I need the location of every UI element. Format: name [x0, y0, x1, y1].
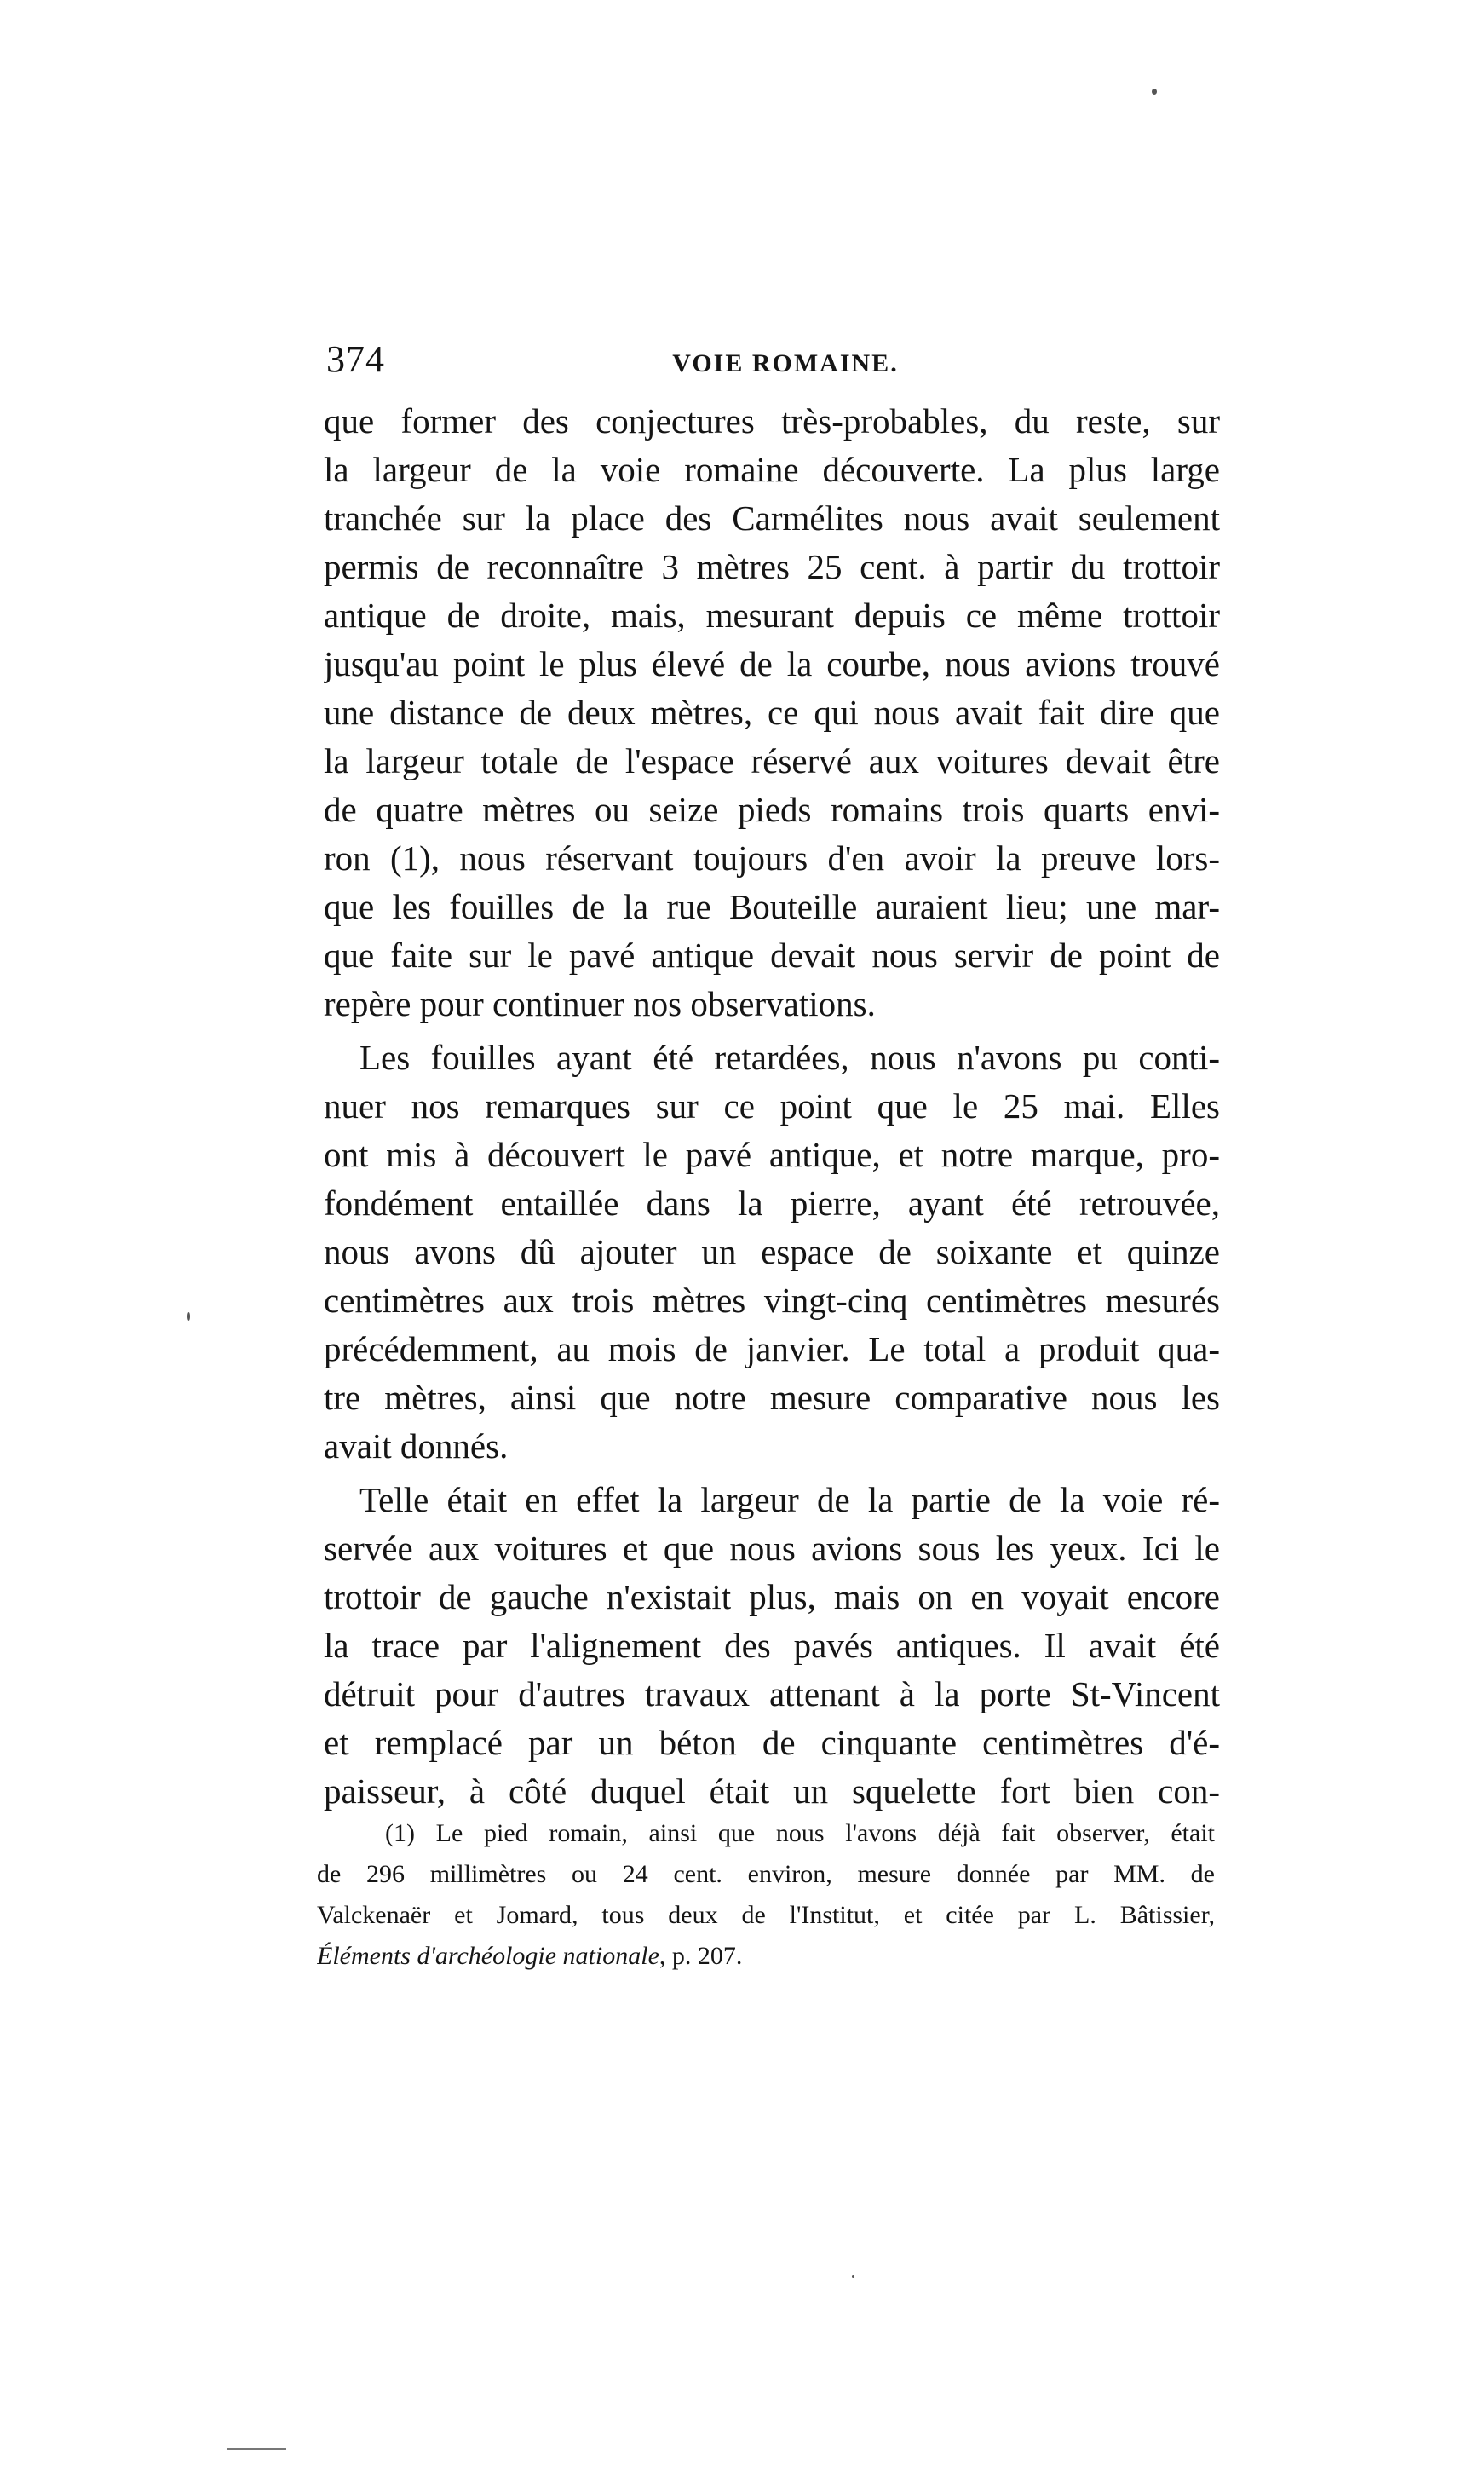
text-line: servée aux voitures et que nous avions sous les yeux. Ici le	[324, 1529, 1220, 1568]
text-line: nuer nos remarques sur ce point que le 25 mai. Elles	[324, 1086, 1220, 1126]
text-line: que former des conjectures très-probables, du reste, sur	[324, 401, 1220, 441]
text-line: une distance de deux mètres, ce qui nous avait fait dire que	[324, 693, 1220, 732]
footnote-line: de 296 millimètres ou 24 cent. environ, mesure donnée par MM. de	[317, 1860, 1215, 1888]
text-line: ron (1), nous réservant toujours d'en avoir la preuve lors-	[324, 838, 1220, 878]
footnote-line	[317, 1936, 1215, 1977]
text-line: ont mis à découvert le pavé antique, et notre marque, pro-	[324, 1135, 1220, 1174]
citation-page: , p. 207.	[659, 1942, 743, 1970]
text-line: la largeur de la voie romaine découverte. La plus large	[324, 450, 1220, 489]
body-text	[324, 397, 1220, 1816]
ink-speck	[187, 1312, 190, 1321]
text-line: trottoir de gauche n'existait plus, mais on en voyait encore	[324, 1577, 1220, 1616]
text-line: permis de reconnaître 3 mètres 25 cent. à partir du trottoir	[324, 547, 1220, 586]
text-line: avait donnés.	[324, 1426, 509, 1466]
footnote-line: Valckenaër et Jomard, tous deux de l'Institut, et citée par L. Bâtissier,	[317, 1901, 1215, 1929]
text-line: la trace par l'alignement des pavés antiques. Il avait été	[324, 1626, 1220, 1665]
footnote-line: (1) Le pied romain, ainsi que nous l'avons déjà fait observer, était	[385, 1819, 1215, 1847]
text-line: paisseur, à côté duquel était un squelette fort bien con-	[324, 1771, 1220, 1811]
ink-speck	[852, 2275, 854, 2278]
text-line: précédemment, au mois de janvier. Le total a produit qua-	[324, 1329, 1220, 1368]
text-line: Les fouilles ayant été retardées, nous n'avons pu conti-	[359, 1038, 1220, 1077]
ink-speck	[1152, 89, 1157, 95]
text-line: la largeur totale de l'espace réservé aux voitures devait être	[324, 741, 1220, 780]
page-number: 374	[326, 338, 385, 380]
text-line: que faite sur le pavé antique devait nous servir de point de	[324, 936, 1220, 975]
text-line: tre mètres, ainsi que notre mesure comparative nous les	[324, 1378, 1220, 1417]
text-line: jusqu'au point le plus élevé de la courbe, nous avions trouvé	[324, 644, 1220, 683]
running-title: VOIE ROMAINE.	[672, 349, 899, 377]
footnote	[317, 1813, 1215, 1977]
text-line: que les fouilles de la rue Bouteille auraient lieu; une mar-	[324, 887, 1220, 926]
text-line: détruit pour d'autres travaux attenant à la porte St-Vincent	[324, 1674, 1220, 1713]
text-line: Telle était en effet la largeur de la partie de la voie ré-	[359, 1480, 1220, 1519]
page-header	[326, 334, 1219, 385]
citation-title: Éléments d'archéologie nationale	[317, 1942, 659, 1970]
text-line: tranchée sur la place des Carmélites nous avait seulement	[324, 498, 1220, 538]
text-line: fondément entaillée dans la pierre, ayant été retrouvée,	[324, 1184, 1220, 1223]
scan-edge-mark	[227, 2448, 286, 2450]
text-line: nous avons dû ajouter un espace de soixante et quinze	[324, 1232, 1220, 1271]
text-line: repère pour continuer nos observations.	[324, 984, 876, 1023]
text-line: et remplacé par un béton de cinquante centimètres d'é-	[324, 1723, 1220, 1762]
text-line: antique de droite, mais, mesurant depuis ce même trottoir	[324, 596, 1220, 635]
text-line: centimètres aux trois mètres vingt-cinq centimètres mesurés	[324, 1281, 1220, 1320]
text-line: de quatre mètres ou seize pieds romains trois quarts envi-	[324, 790, 1220, 829]
